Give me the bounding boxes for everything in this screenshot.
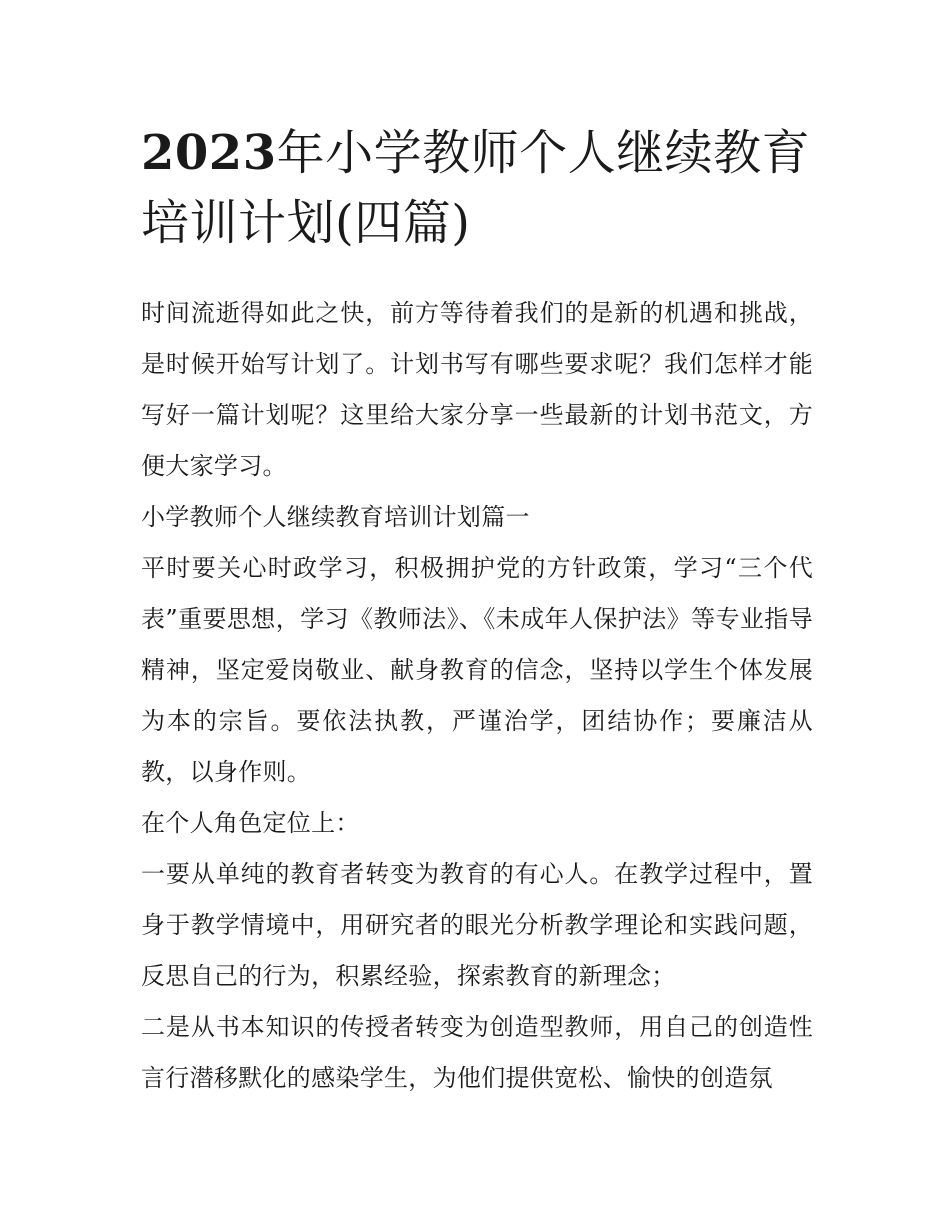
document-title (141, 118, 813, 258)
title-text: 年小学教师个人继续教育培训计划(四篇) (141, 125, 811, 251)
body-paragraph: 二是从书本知识的传授者转变为创造型教师，用自己的创造性言行潜移默化的感染学生，为他们提供宽松、愉快的创造氛 (141, 1013, 813, 1092)
document-body (141, 288, 813, 1104)
title-year: 2023 (141, 125, 277, 181)
body-paragraph: 在个人角色定位上： (141, 809, 360, 837)
body-paragraph: 平时要关心时政学习，积极拥护党的方针政策，学习“三个代表”重要思想，学习《教师法》、《未成年人保护法》等专业指导精神，坚定爱岗敬业、献身教育的信念，坚持以学生个体发展为本的宗旨。要依法执教，严谨治学，团结协作；要廉洁从教，以身作则。 (141, 554, 813, 786)
body-paragraph: 一要从单纯的教育者转变为教育的有心人。在教学过程中，置身于教学情境中，用研究者的眼光分析教学理论和实践问题，反思自己的行为，积累经验，探索教育的新理念； (141, 860, 813, 990)
section-heading: 小学教师个人继续教育培训计划篇一 (141, 503, 530, 531)
document-page (141, 118, 813, 1104)
intro-paragraph: 时间流逝得如此之快，前方等待着我们的是新的机遇和挑战，是时候开始写计划了。计划书写有哪些要求呢？我们怎样才能写好一篇计划呢？这里给大家分享一些最新的计划书范文，方便大家学习。 (141, 299, 813, 480)
